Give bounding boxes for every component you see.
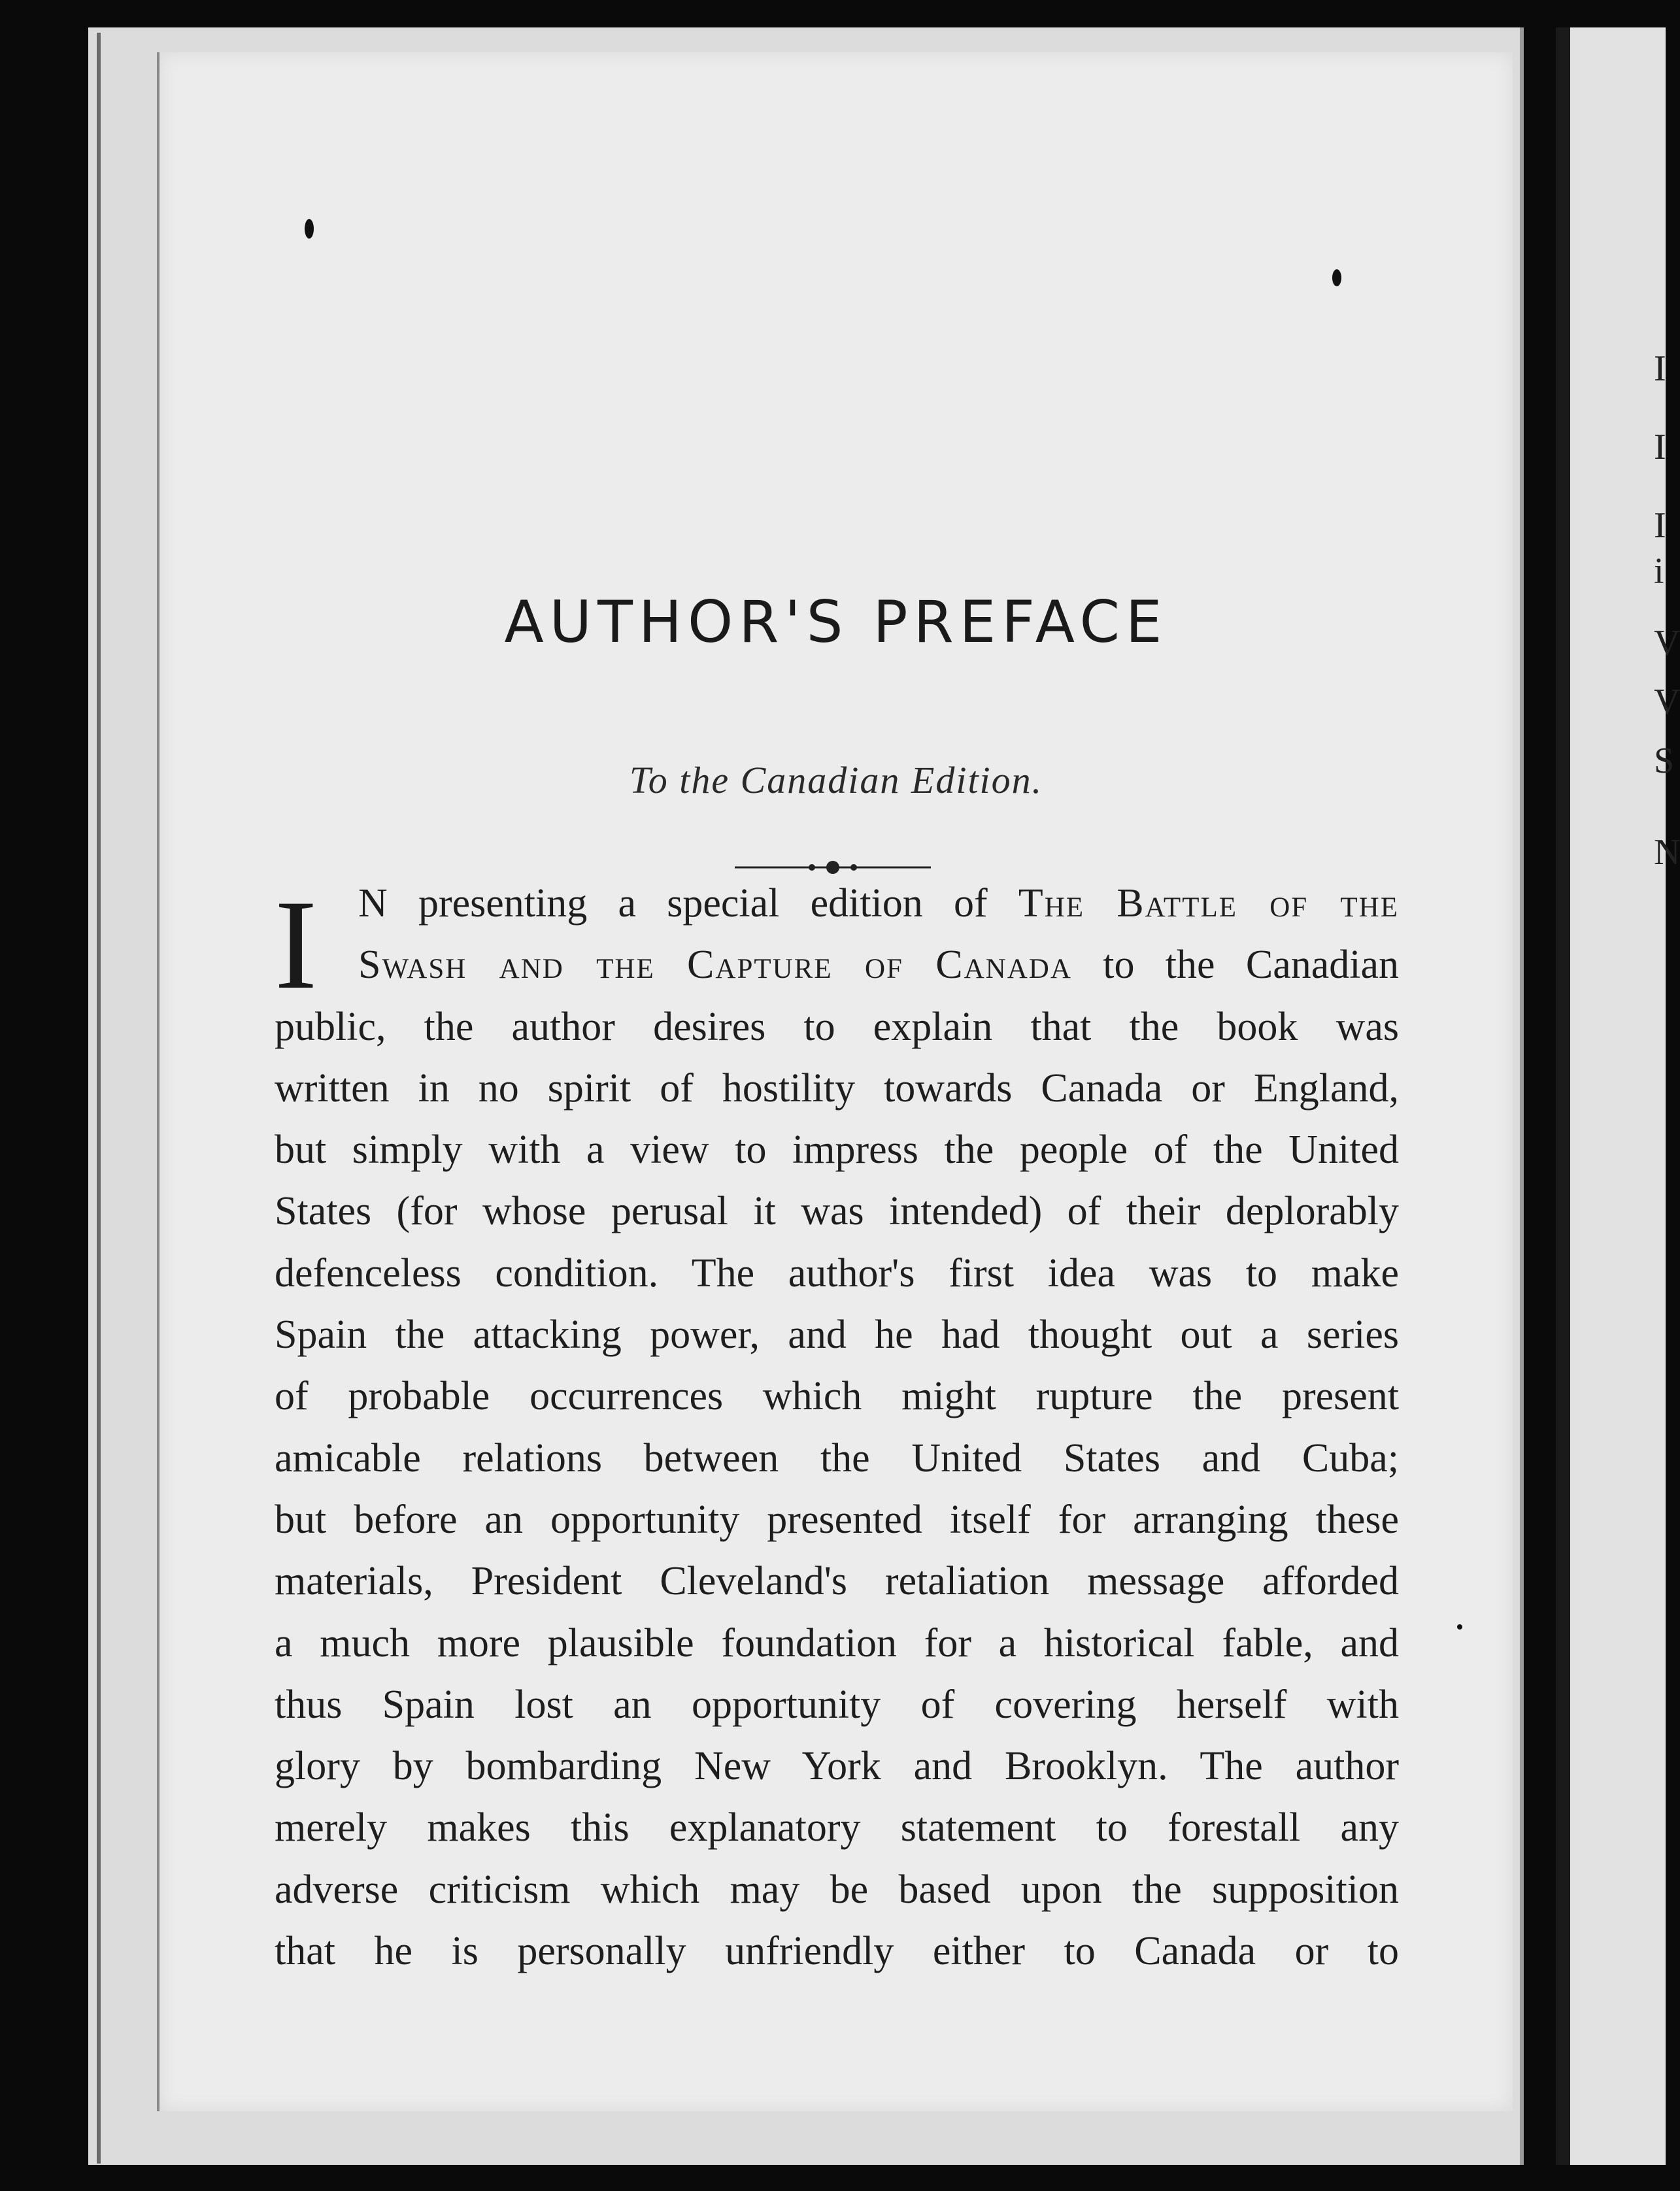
facing-page-glyph: S (1654, 741, 1675, 781)
text-line: that he is personally unfriendly either to Canada or to (275, 1929, 1399, 1974)
facing-page-glyph: I (1654, 427, 1666, 467)
text-line: N presenting a special edition of The Battle of the (358, 881, 1399, 926)
text-line: thus Spain lost an opportunity of covering herself with (275, 1682, 1399, 1727)
text-line: public, the author desires to explain that the book was (275, 1004, 1399, 1049)
text-line: a much more plausible foundation for a historical fable, and (275, 1620, 1399, 1665)
facing-page-fragment (1556, 27, 1680, 2165)
text-line: merely makes this explanatory statement to forestall any (275, 1805, 1399, 1850)
text-line: written in no spirit of hostility towards Canada or England, (275, 1065, 1399, 1111)
backing-edge (97, 33, 101, 2164)
page-subtitle: To the Canadian Edition. (629, 759, 1043, 801)
text-line: glory by bombarding New York and Brooklyn. The author (275, 1744, 1399, 1789)
drop-cap: I (275, 874, 318, 1016)
ink-speck (1457, 1624, 1462, 1630)
preface-body (275, 873, 1399, 1982)
facing-page-glyph: I (1654, 505, 1666, 546)
text-line: States (for whose perusal it was intended) of their deplorably (275, 1189, 1399, 1234)
facing-page-glyph: I (1654, 348, 1666, 389)
page-title: AUTHOR'S PREFACE (504, 588, 1168, 656)
facing-page-glyph: N (1654, 832, 1680, 873)
text-line: amicable relations between the United States and Cuba; (275, 1435, 1399, 1480)
text-line: of probable occurrences which might rupture the present (275, 1374, 1399, 1419)
ink-speck (1332, 269, 1341, 286)
text-line: defenceless condition. The author's first idea was to make (275, 1250, 1399, 1296)
text-line: but simply with a view to impress the people of the United (275, 1128, 1399, 1173)
text-line: Swash and the Capture of Canada to the Canadian (358, 943, 1400, 988)
text-line: adverse criticism which may be based upon the supposition (275, 1867, 1399, 1912)
gutter-shadow (1556, 27, 1570, 2165)
facing-page-glyph: V (1654, 623, 1680, 663)
ink-speck (305, 219, 314, 239)
text-line: but before an opportunity presented itself for arranging these (275, 1497, 1399, 1542)
facing-page-glyph: V (1654, 682, 1680, 722)
text-line: materials, President Cleveland's retaliation message afforded (275, 1559, 1399, 1604)
text-line: Spain the attacking power, and he had thought out a series (275, 1313, 1399, 1358)
facing-page-glyph: i (1654, 551, 1664, 592)
